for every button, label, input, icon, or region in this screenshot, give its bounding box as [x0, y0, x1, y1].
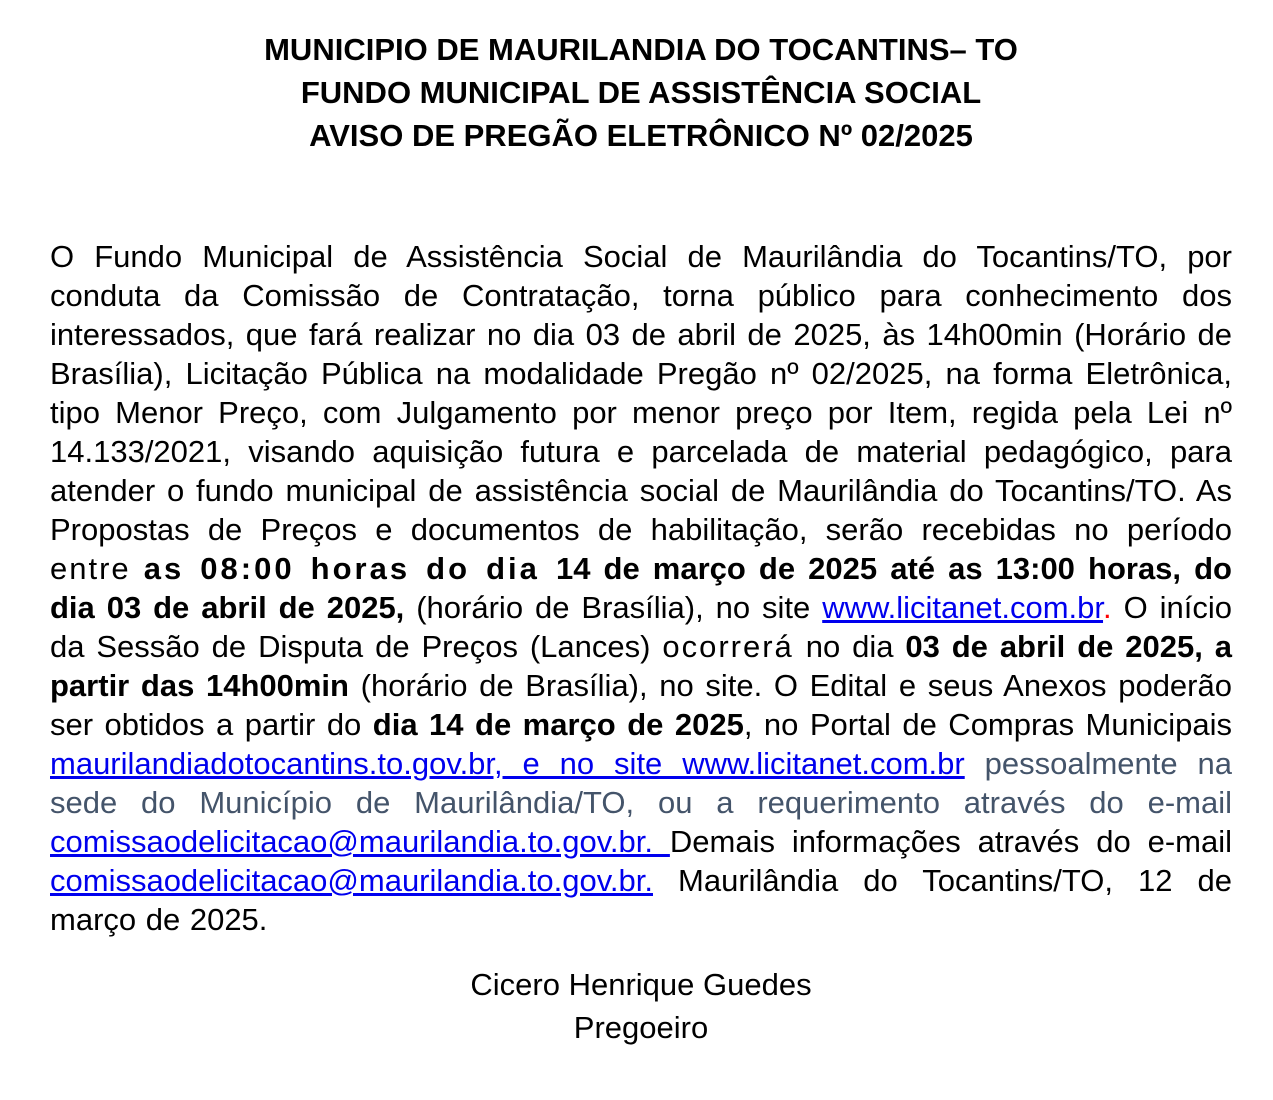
word-entre: entre	[50, 551, 131, 586]
brasilia-note: (horário de Brasília), no site	[404, 590, 823, 625]
edital-date: dia 14 de março de 2025	[372, 707, 744, 742]
header-notice-line: AVISO DE PREGÃO ELETRÔNICO Nº 02/2025	[309, 118, 973, 153]
signature-name: Cicero Henrique Guedes	[470, 967, 812, 1002]
email-link-2[interactable]: comissaodelicitacao@maurilandia.to.gov.br.	[50, 863, 653, 898]
header-fund-line: FUNDO MUNICIPAL DE ASSISTÊNCIA SOCIAL	[300, 75, 982, 110]
licitanet-link[interactable]: www.licitanet.com.br	[822, 590, 1104, 625]
proposal-window-start: as 08:00 horas do dia	[143, 551, 556, 586]
more-info-text: Demais informações através do e-mail	[669, 824, 1232, 859]
word-ocorrera: ocorrerá	[662, 629, 794, 664]
signature-role: Pregoeiro	[573, 1010, 709, 1045]
portal-link[interactable]: maurilandiadotocantins.to.gov.br, e no site www.licitanet.com.br	[50, 746, 965, 781]
email-link-1[interactable]: comissaodelicitacao@maurilandia.to.gov.br.	[50, 824, 670, 859]
notice-paragraph	[50, 237, 1232, 939]
portal-intro-text: , no Portal de Compras Municipais	[743, 707, 1232, 742]
intro-text: O Fundo Municipal de Assistência Social de Maurilândia do Tocantins/TO, por conduta da Comissão de Contratação, torna público para conhecimento dos interessados, que fará realizar no dia 03 de abril de 2025, às 14h00min (Horário de Brasília), Licitação Pública na modalidade Pregão nº 02/2025, na forma Eletrônica, tipo Menor Preço, com Julgamento por menor preço por Item, regida pela Lei nº 14.133/2021, visando aquisição futura e parcelada de material pedagógico, para atender o fundo municipal de assistência social de Maurilândia do Tocantins/TO. As Propostas de Preços e documentos de habilitação, serão recebidas no período	[50, 239, 1232, 547]
no-dia-text: no dia	[793, 629, 906, 664]
red-period: .	[1103, 590, 1112, 625]
notice-body	[50, 237, 1232, 939]
space	[131, 551, 144, 586]
header-municipality-line: MUNICIPIO DE MAURILANDIA DO TOCANTINS– TO	[264, 32, 1018, 67]
in-person-text: pessoalmente na sede do Município de Maurilândia/TO, ou a requerimento através do e-mail	[50, 746, 1232, 820]
session-datetime: 03 de abril de 2025, a partir das 14h00min	[50, 629, 1232, 703]
signature-block	[50, 963, 1232, 1049]
session-start-text: O início da Sessão de Disputa de Preços (Lances)	[50, 590, 1232, 664]
document-header	[50, 28, 1232, 157]
edital-text: (horário de Brasília), no site. O Edital e seus Anexos poderão ser obtidos a partir do	[50, 668, 1232, 742]
closing-text: Maurilândia do Tocantins/TO, 12 de março de 2025.	[50, 863, 1232, 937]
proposal-window-dates: 14 de março de 2025 até as 13:00 horas, do dia 03 de abril de 2025,	[50, 551, 1232, 625]
